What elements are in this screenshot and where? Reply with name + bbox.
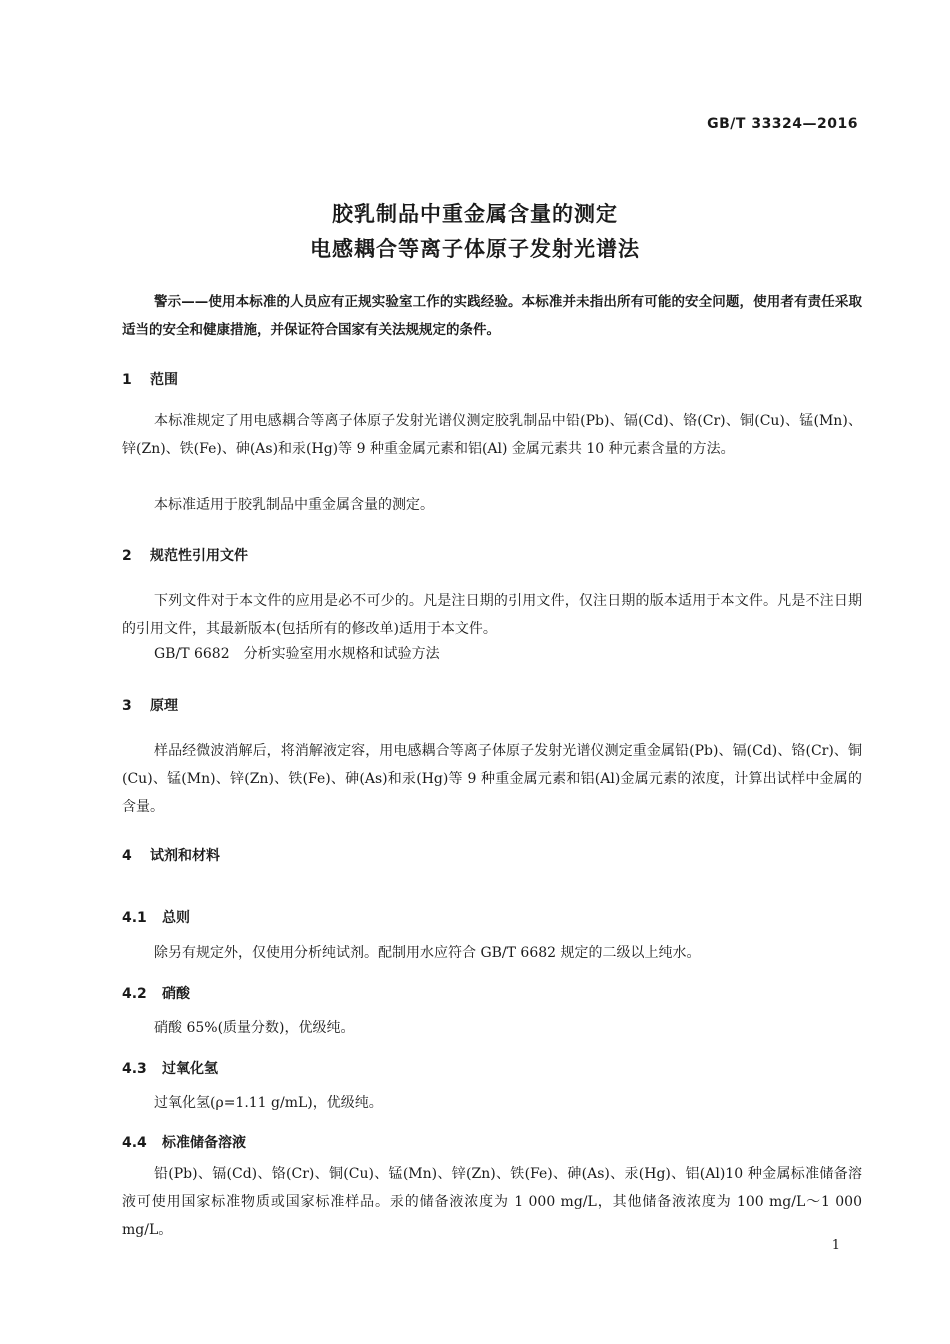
section-number: 2 bbox=[122, 548, 132, 564]
section-4-2-heading bbox=[122, 983, 190, 1003]
section-1-heading bbox=[122, 369, 178, 389]
section-2-reference: GB/T 6682 分析实验室用水规格和试验方法 bbox=[154, 646, 440, 662]
section-title: 过氧化氢 bbox=[162, 1061, 218, 1077]
section-number: 4.4 bbox=[122, 1135, 147, 1151]
section-title: 原理 bbox=[150, 698, 178, 714]
section-title: 规范性引用文件 bbox=[150, 548, 248, 564]
section-number: 4.1 bbox=[122, 910, 147, 926]
section-number: 4 bbox=[122, 848, 132, 864]
section-number: 4.2 bbox=[122, 986, 147, 1002]
section-4-1-heading bbox=[122, 907, 190, 927]
section-4-1-paragraph: 除另有规定外，仅使用分析纯试剂。配制用水应符合 GB/T 6682 规定的二级以上纯水。 bbox=[154, 945, 701, 961]
section-2-paragraph-1: 下列文件对于本文件的应用是必不可少的。凡是注日期的引用文件，仅注日期的版本适用于本文件。凡是不注日期的引用文件，其最新版本(包括所有的修改单)适用于本文件。 bbox=[122, 593, 862, 637]
section-title: 试剂和材料 bbox=[150, 848, 220, 864]
section-4-2-paragraph: 硝酸 65%(质量分数)，优级纯。 bbox=[154, 1020, 355, 1036]
section-4-4-paragraph: 铅(Pb)、镉(Cd)、铬(Cr)、铜(Cu)、锰(Mn)、锌(Zn)、铁(Fe)、砷(As)、汞(Hg)、铝(Al)10 种金属标准储备溶液可使用国家标准物质或国家标准样品。汞的储备液浓度为 1 000 mg/L，其他储备液浓度为 100 mg/L～1 000 mg/L。 bbox=[122, 1166, 862, 1238]
section-1-paragraph-1: 本标准规定了用电感耦合等离子体原子发射光谱仪测定胶乳制品中铅(Pb)、镉(Cd)、铬(Cr)、铜(Cu)、锰(Mn)、锌(Zn)、铁(Fe)、砷(As)和汞(Hg)等 9 种重金属元素和铝(Al) 金属元素共 10 种元素含量的方法。 bbox=[122, 413, 862, 457]
document-title-line2: 电感耦合等离子体原子发射光谱法 bbox=[310, 237, 640, 261]
section-number: 4.3 bbox=[122, 1061, 147, 1077]
page-number: 1 bbox=[831, 1238, 840, 1253]
section-number: 3 bbox=[122, 698, 132, 714]
section-number: 1 bbox=[122, 372, 132, 388]
section-title: 硝酸 bbox=[162, 986, 190, 1002]
section-3-paragraph-1: 样品经微波消解后，将消解液定容，用电感耦合等离子体原子发射光谱仪测定重金属铅(Pb)、镉(Cd)、铬(Cr)、铜(Cu)、锰(Mn)、锌(Zn)、铁(Fe)、砷(As)和汞(Hg)等 9 种重金属元素和铝(Al)金属元素的浓度，计算出试样中金属的含量。 bbox=[122, 743, 862, 815]
standard-code: GB/T 33324—2016 bbox=[707, 116, 858, 132]
safety-warning: 警示——使用本标准的人员应有正规实验室工作的实践经验。本标准并未指出所有可能的安全问题，使用者有责任采取适当的安全和健康措施，并保证符合国家有关法规规定的条件。 bbox=[122, 294, 862, 338]
section-4-4-heading bbox=[122, 1132, 246, 1152]
section-1-paragraph-2: 本标准适用于胶乳制品中重金属含量的测定。 bbox=[154, 497, 434, 513]
section-4-3-paragraph: 过氧化氢(ρ=1.11 g/mL)，优级纯。 bbox=[154, 1095, 383, 1111]
section-3-heading bbox=[122, 695, 178, 715]
section-title: 标准储备溶液 bbox=[162, 1135, 246, 1151]
section-title: 总则 bbox=[162, 910, 190, 926]
section-4-heading bbox=[122, 845, 220, 865]
section-2-heading bbox=[122, 545, 248, 565]
section-4-3-heading bbox=[122, 1058, 218, 1078]
section-title: 范围 bbox=[150, 372, 178, 388]
document-title-line1: 胶乳制品中重金属含量的测定 bbox=[332, 202, 618, 226]
